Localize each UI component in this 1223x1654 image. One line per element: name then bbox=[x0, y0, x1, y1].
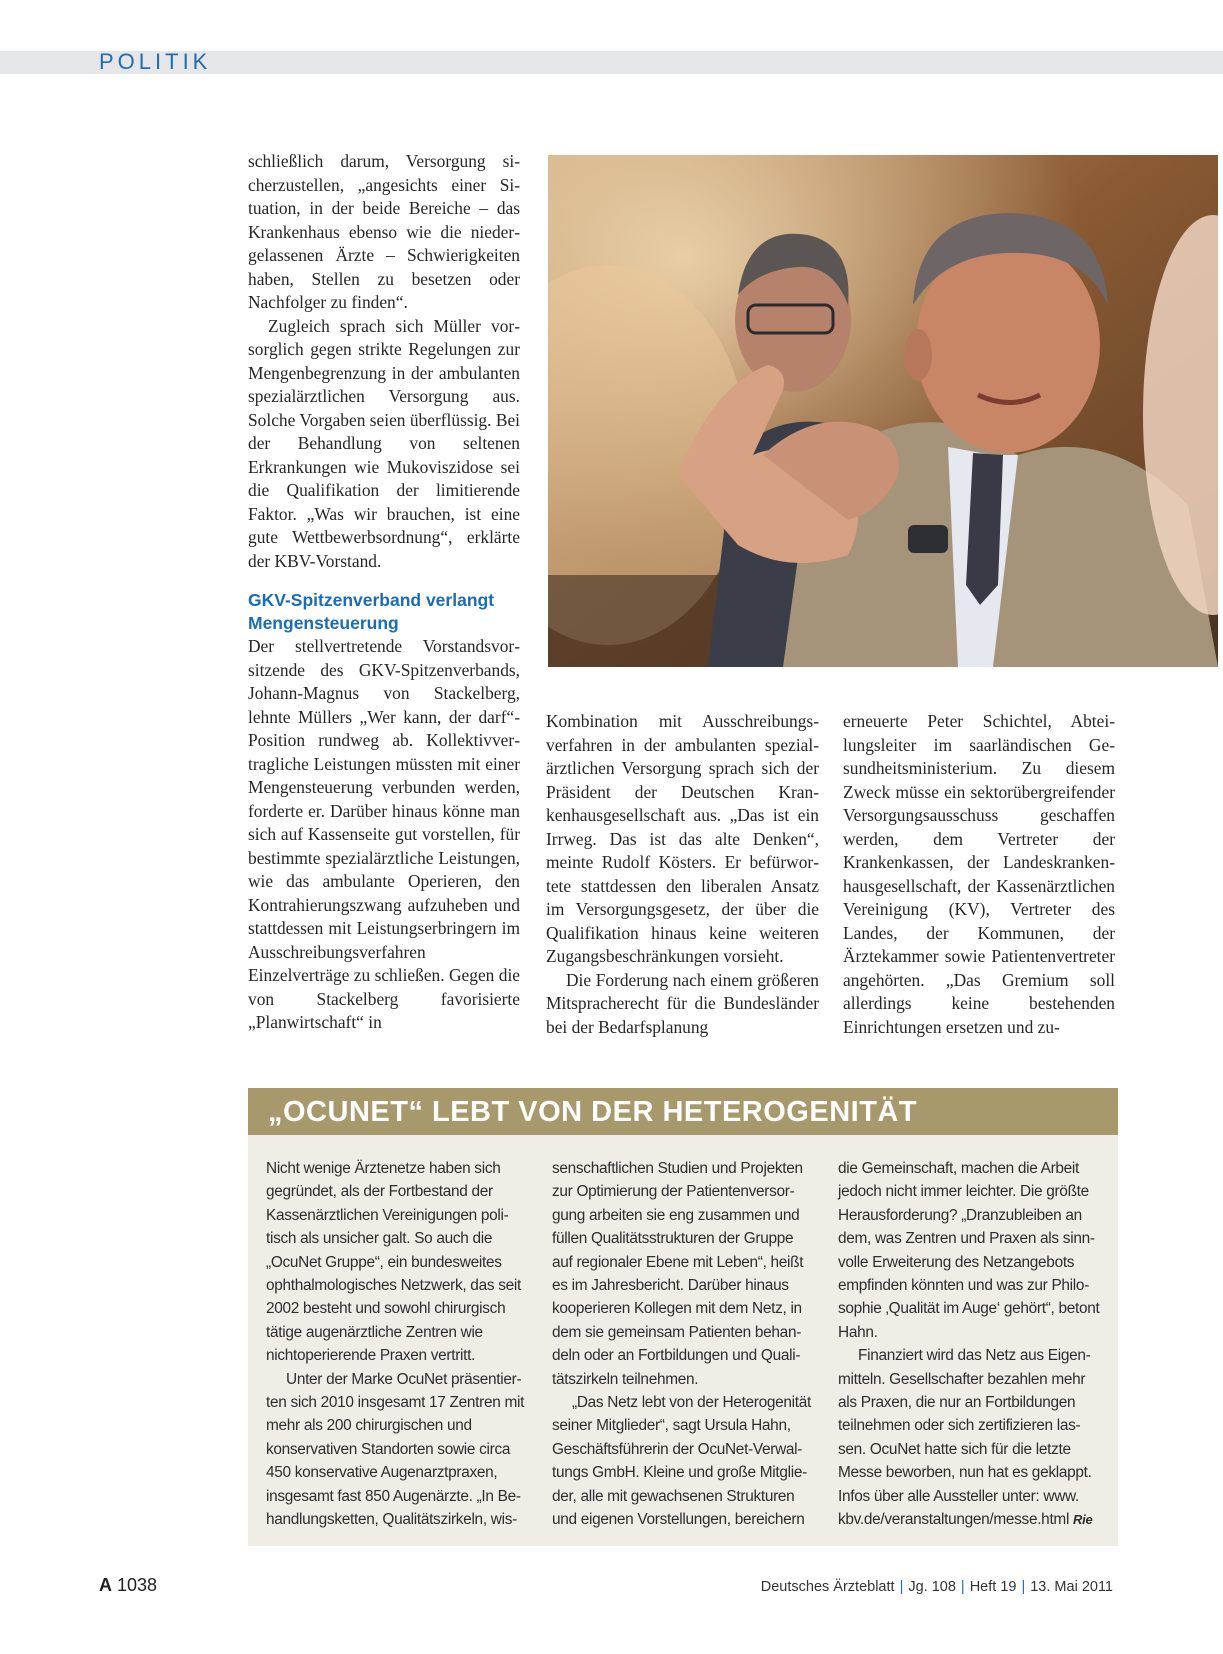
paragraph: „Das Netz lebt von der Heterogenität seiner Mitglieder“, sagt Ursula Hahn, Geschäftsführerin der OcuNet-Verwaltungs GmbH. Kleine und große Mitglieder, alle mit gewachsenen Strukturen und eigenen Vorstellungen, bereichern bbox=[552, 1394, 811, 1529]
author-signature: Rie bbox=[1073, 1512, 1093, 1528]
separator: | bbox=[899, 1579, 904, 1595]
article-column-1 bbox=[248, 150, 520, 1035]
article-column-3 bbox=[843, 710, 1115, 1039]
journal-name: Deutsches Ärzteblatt bbox=[760, 1579, 895, 1595]
paragraph: die Gemeinschaft, machen die Arbeit jedoch nicht immer leichter. Die größte Herausforderung? „Dranzubleiben an dem, was Zentren und Praxen als sinnvolle Erweiterung des Netzangebots empfinden könnten und was zur Philosophie ‚Qualität im Auge‘ gehört“, betont Hahn. bbox=[838, 1160, 1100, 1341]
section-label: POLITIK bbox=[99, 49, 212, 74]
paragraph: Der stellvertretende Vorstandsvorsitzende des GKV-Spitzenverbands, Johann-Magnus von Stackelberg, lehnte Müllers „Wer kann, der darf“-Position rundweg ab. Kollektivvertragliche Leistungen müssten mit einer Mengensteuerung verbunden werden, forderte er. Darüber hinaus könne man sich auf Kassenseite gut vorstellen, für bestimmte spezialärztliche Leistungen, wie das ambulante Operieren, den Kontrahierungszwang aufzuheben und stattdessen mit Leistungserbringern im Ausschreibungsverfahren Einzelverträge zu schließen. Gegen die von Stackelberg favorisierte „Planwirtschaft“ in bbox=[248, 636, 520, 1032]
infobox-column-2 bbox=[552, 1157, 814, 1532]
paragraph: senschaftlichen Studien und Projekten zur Optimierung der Patientenversorgung arbeiten sie eng zusammen und füllen Qualitätsstrukturen der Gruppe auf regionaler Ebene mit Leben“, heißt es im Jahresbericht. Darüber hinaus kooperieren Kollegen mit dem Netz, in dem sie gemeinsam Patienten behandeln oder an Fortbildungen und Qualitätszirkeln teilnehmen. bbox=[552, 1160, 804, 1388]
paragraph: Nicht wenige Ärztenetze haben sich gegründet, als der Fortbestand der Kassenärztlichen Vereinigungen politisch als unsicher galt. So auch die „OcuNet Gruppe“, ein bundesweites ophthalmologisches Netzwerk, das seit 2002 besteht und sowohl chirurgisch tätige augenärztliche Zentren wie nichtoperierende Praxen vertritt. bbox=[266, 1160, 521, 1365]
article-photo bbox=[548, 155, 1218, 667]
separator: | bbox=[960, 1579, 965, 1595]
paragraph bbox=[838, 1344, 1100, 1531]
paragraph: Kombination mit Ausschreibungsverfahren in der ambulanten spezialärztlichen Versorgung sprach sich der Präsident der Deutschen Krankenhausgesellschaft aus. „Das ist ein Irrweg. Das ist das alte Denken“, meinte Rudolf Kösters. Er befürwortete stattdessen den liberalen Ansatz im Versorgungsgesetz, der über die Qualifikation hinaus keine weiteren Zugangsbeschränkungen vorsieht. bbox=[546, 711, 819, 966]
paragraph: Unter der Marke OcuNet präsentierten sich 2010 insgesamt 17 Zentren mit mehr als 200 chirurgischen und konservativen Standorten sowie circa 450 konservative Augenarztpraxen, insgesamt fast 850 Augenärzte. „In Behandlungsketten, Qualitätszirkeln, wis- bbox=[266, 1370, 525, 1529]
journal-date: 13. Mai 2011 bbox=[1030, 1579, 1113, 1595]
infobox-title-bar bbox=[248, 1088, 1118, 1135]
page-number-value: 1038 bbox=[117, 1575, 158, 1595]
subheading: GKV-Spitzenverband verlangt Mengensteuerung bbox=[248, 590, 495, 633]
paragraph: schließlich darum, Versorgung sicherzustellen, „angesichts einer Situation, in der beide Bereiche – das Krankenhaus ebenso wie die niedergelassenen Ärzte – Schwierigkeiten haben, Stellen zu besetzen oder Nachfolger zu finden“. bbox=[248, 151, 520, 312]
journal-issue: Heft 19 bbox=[969, 1579, 1017, 1595]
paragraph: erneuerte Peter Schichtel, Abteilungsleiter im saarländischen Gesundheitsministerium. Zu diesem Zweck müsse ein sektorübergreifender Versorgungsausschuss geschaffen werden, dem Vertreter der Krankenkassen, der Landeskrankenhausgesellschaft, der Kassenärztlichen Vereinigung (KV), Vertreter des Landes, der Kommunen, der Ärztekammer sowie Patientenvertreter angehörten. „Das Gremium soll allerdings keine bestehenden Einrichtungen ersetzen und zu- bbox=[843, 711, 1115, 1037]
separator: | bbox=[1021, 1579, 1026, 1595]
infobox-column-1 bbox=[266, 1157, 528, 1532]
infobox-title: „OCUNET“ LEBT VON DER HETEROGENITÄT bbox=[268, 1096, 918, 1128]
journal-volume: Jg. 108 bbox=[908, 1579, 956, 1595]
infobox-column-3 bbox=[838, 1157, 1100, 1532]
paragraph: Die Forderung nach einem größeren Mitspracherecht für die Bundesländer bei der Bedarfsplanung bbox=[546, 969, 819, 1037]
journal-footer bbox=[761, 1577, 1113, 1597]
page-number bbox=[99, 1573, 157, 1597]
paragraph-text: Finanziert wird das Netz aus Eigenmitteln. Gesellschafter bezahlen mehr als Praxen, die nur an Fortbildungen teilnehmen oder sich zertifizieren lassen. OcuNet hatte sich für die letzte Messe beworben, nun hat es geklappt. Infos über alle Aussteller unter: www. kbv.de/veranstaltungen/messe.html bbox=[838, 1347, 1092, 1529]
page-prefix: A bbox=[99, 1575, 112, 1595]
article-column-2 bbox=[546, 710, 819, 1039]
paragraph: Zugleich sprach sich Müller vorsorglich gegen strikte Regelungen zur Mengenbegrenzung in der ambulanten spezialärztlichen Versorgung aus. Solche Vorgaben seien überflüssig. Bei der Behandlung von seltenen Erkrankungen wie Mukoviszidose sei die Qualifikation der limitierende Faktor. „Was wir brauchen, ist eine gute Wettbewerbsordnung“, erklärte der KBV-Vorstand. bbox=[248, 315, 520, 571]
